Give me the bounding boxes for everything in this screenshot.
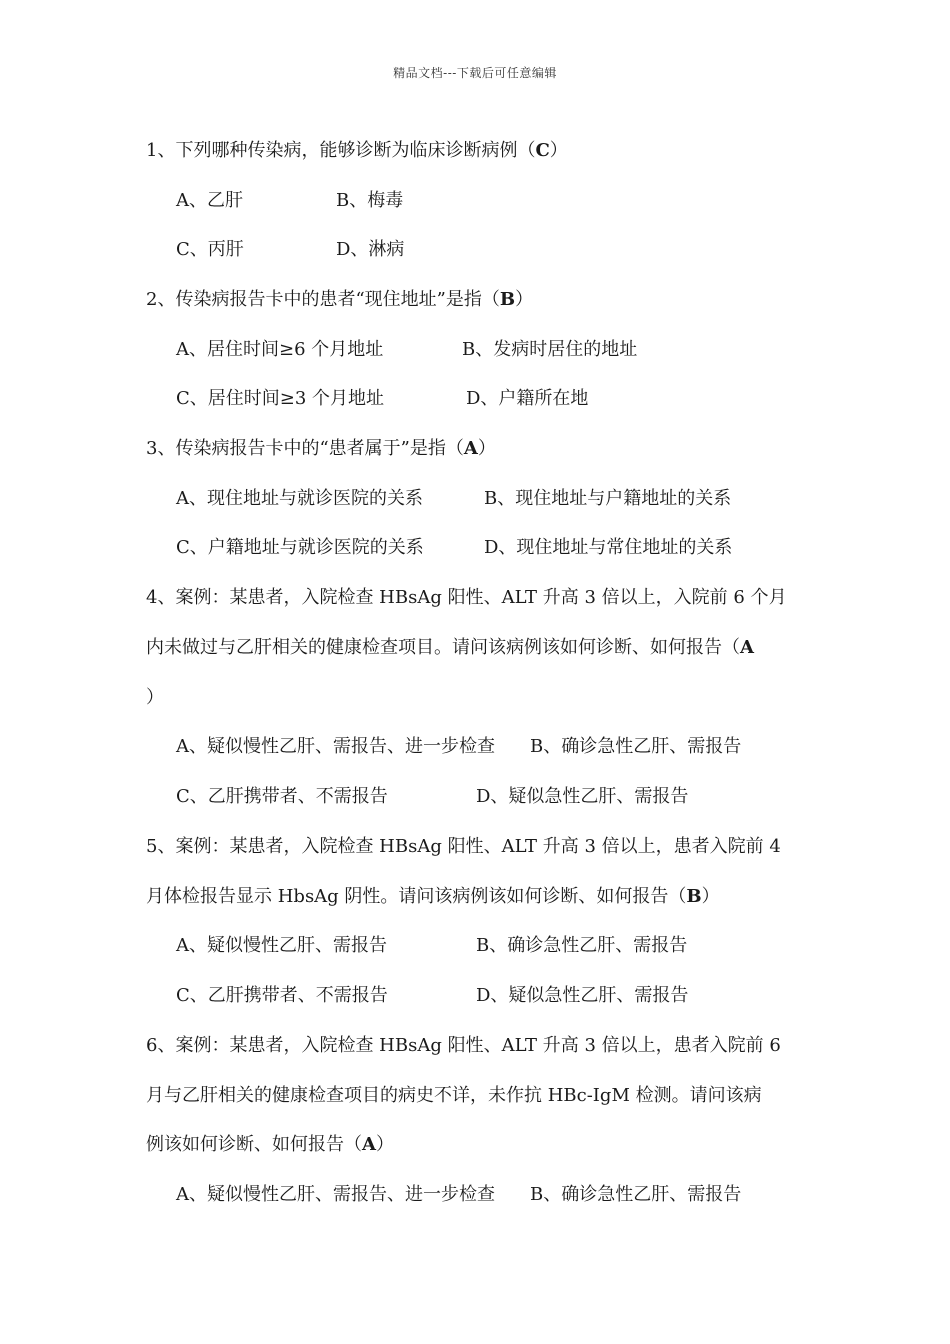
question-stem: 2、传染病报告卡中的患者“现住地址”是指（	[146, 289, 500, 310]
paren-close: ）	[701, 886, 720, 907]
option-d: D、户籍所在地	[466, 388, 589, 409]
option-c: C、乙肝携带者、不需报告	[176, 786, 388, 807]
paren-close: ）	[549, 140, 568, 161]
option-a: A、疑似慢性乙肝、需报告、进一步检查	[176, 736, 495, 757]
option-c: C、丙肝	[176, 239, 244, 260]
question-4-line-2	[146, 636, 754, 660]
question-6-line-2: 月与乙肝相关的健康检查项目的病史不详，未作抗 HBc-IgM 检测。请问该病	[146, 1085, 762, 1106]
answer: B	[686, 886, 702, 907]
answer: A	[362, 1134, 376, 1155]
question-6-line-1: 6、案例：某患者，入院检查 HBsAg 阳性、ALT 升高 3 倍以上，患者入院前 6	[146, 1035, 781, 1056]
option-c: C、户籍地址与就诊医院的关系	[176, 537, 424, 558]
option-d: D、淋病	[336, 239, 405, 260]
option-a: A、疑似慢性乙肝、需报告、进一步检查	[176, 1184, 495, 1205]
option-b: B、梅毒	[336, 190, 404, 211]
answer: C	[535, 140, 550, 161]
option-b: B、发病时居住的地址	[462, 339, 638, 360]
document-header: 精品文档---下载后可任意编辑	[393, 66, 557, 80]
paren-close: ）	[515, 289, 534, 310]
option-b: B、现住地址与户籍地址的关系	[484, 488, 732, 509]
answer: B	[499, 289, 516, 310]
option-a: A、疑似慢性乙肝、需报告	[176, 935, 387, 956]
answer: A	[740, 637, 754, 658]
question-1	[146, 139, 568, 163]
paren-close: ）	[375, 1134, 394, 1155]
question-stem: 3、传染病报告卡中的“患者属于”是指（	[146, 438, 464, 459]
question-3	[146, 437, 496, 461]
question-stem: 内未做过与乙肝相关的健康检查项目。请问该病例该如何诊断、如何报告（	[146, 637, 740, 658]
question-stem: 月体检报告显示 HbsAg 阴性。请问该病例该如何诊断、如何报告（	[146, 886, 687, 907]
question-4-line-1: 4、案例：某患者，入院检查 HBsAg 阳性、ALT 升高 3 倍以上，入院前 6 个月	[146, 587, 787, 608]
option-a: A、居住时间≥6 个月地址	[176, 339, 384, 360]
question-6-line-3	[146, 1133, 394, 1157]
option-b: B、确诊急性乙肝、需报告	[530, 1184, 742, 1205]
option-a: A、乙肝	[176, 190, 243, 211]
option-c: C、居住时间≥3 个月地址	[176, 388, 385, 409]
answer: A	[463, 438, 478, 459]
question-5-line-1: 5、案例：某患者，入院检查 HBsAg 阳性、ALT 升高 3 倍以上，患者入院前 4	[146, 836, 781, 857]
option-a: A、现住地址与就诊医院的关系	[176, 488, 423, 509]
question-stem: 例该如何诊断、如何报告（	[146, 1134, 362, 1155]
paren-close: ）	[477, 438, 496, 459]
question-5-line-2	[146, 885, 720, 909]
option-b: B、确诊急性乙肝、需报告	[476, 935, 688, 956]
question-stem: 1、下列哪种传染病，能够诊断为临床诊断病例（	[146, 140, 536, 161]
option-d: D、现住地址与常住地址的关系	[484, 537, 733, 558]
option-b: B、确诊急性乙肝、需报告	[530, 736, 742, 757]
paren-close: ）	[146, 687, 164, 708]
option-c: C、乙肝携带者、不需报告	[176, 985, 388, 1006]
question-2	[146, 288, 533, 312]
option-d: D、疑似急性乙肝、需报告	[476, 985, 689, 1006]
option-d: D、疑似急性乙肝、需报告	[476, 786, 689, 807]
